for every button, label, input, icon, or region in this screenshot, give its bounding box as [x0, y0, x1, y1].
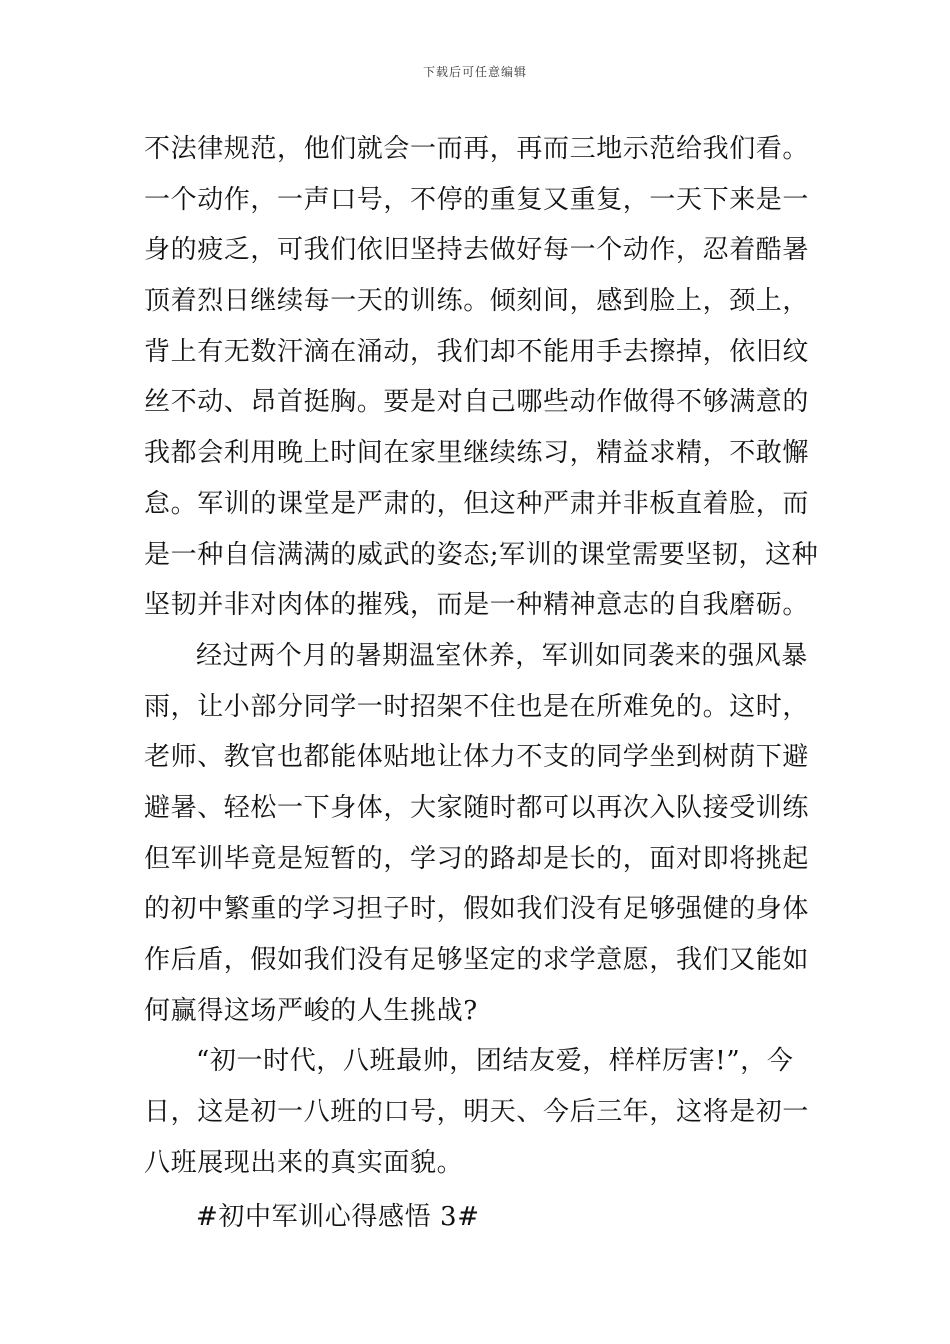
text-line: 顶着烈日继续每一天的训练。倾刻间，感到脸上，颈上， — [144, 286, 810, 317]
text-line: 老师、教官也都能体贴地让体力不支的同学坐到树荫下避 — [144, 742, 810, 773]
document-body — [144, 124, 819, 1243]
text-line: 的初中繁重的学习担子时，假如我们没有足够强健的身体 — [144, 894, 810, 925]
text-line: 背上有无数汗滴在涌动，我们却不能用手去擦掉，依旧纹 — [144, 336, 810, 367]
text-line: 是一种自信满满的威武的姿态;军训的课堂需要坚韧，这种 — [144, 539, 819, 570]
section-heading: #初中军训心得感悟 3# — [196, 1202, 480, 1233]
text-line: 八班展现出来的真实面貌。 — [144, 1147, 464, 1178]
text-line: 日，这是初一八班的口号，明天、今后三年，这将是初一 — [144, 1097, 810, 1128]
text-line: 身的疲乏，可我们依旧坚持去做好每一个动作，忍着酷暑 — [144, 235, 810, 266]
paragraph-first-line: “初一时代，八班最帅，团结友爱，样样厉害!”，今 — [196, 1046, 794, 1077]
text-line: 我都会利用晚上时间在家里继续练习，精益求精，不敢懈 — [144, 438, 810, 469]
text-line: 怠。军训的课堂是严肃的，但这种严肃并非板直着脸，而 — [144, 488, 810, 519]
text-line: 一个动作，一声口号，不停的重复又重复，一天下来是一 — [144, 184, 810, 215]
text-line: 丝不动、昂首挺胸。要是对自己哪些动作做得不够满意的 — [144, 387, 810, 418]
paragraph-first-line: 经过两个月的暑期温室休养，军训如同袭来的强风暴 — [196, 640, 808, 671]
text-line: 坚韧并非对肉体的摧残，而是一种精神意志的自我磨砺。 — [144, 590, 810, 621]
text-line: 作后盾，假如我们没有足够坚定的求学意愿，我们又能如 — [144, 945, 810, 975]
page-header: 下载后可任意编辑 — [422, 65, 527, 79]
text-line: 不法律规范，他们就会一而再，再而三地示范给我们看。 — [144, 134, 810, 164]
text-line: 但军训毕竟是短暂的，学习的路却是长的，面对即将挑起 — [144, 843, 810, 874]
text-line: 何赢得这场严峻的人生挑战? — [144, 995, 478, 1026]
text-line: 雨，让小部分同学一时招架不住也是在所难免的。这时， — [144, 691, 810, 722]
text-line: 避暑、轻松一下身体，大家随时都可以再次入队接受训练 — [144, 792, 810, 823]
